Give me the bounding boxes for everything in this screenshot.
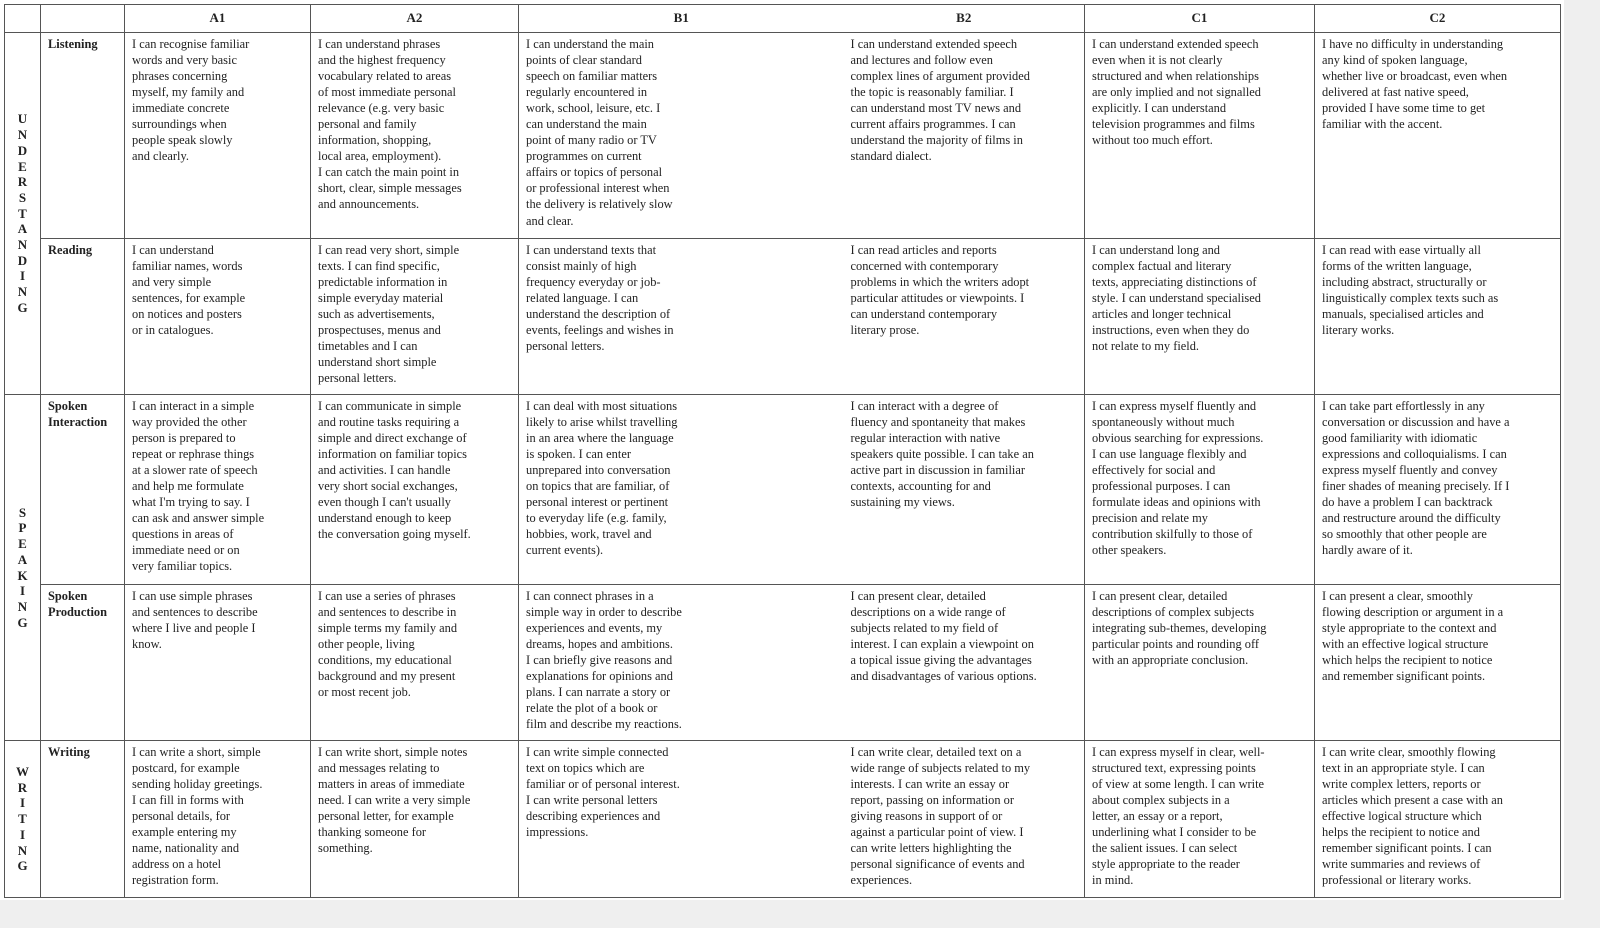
cell-spoken-production-c1 [1085, 585, 1315, 741]
cell-listening-a1 [125, 33, 311, 239]
cell-listening-a2 [311, 33, 519, 239]
level-header-a2: A2 [311, 5, 519, 33]
cell-text: Reading [48, 243, 93, 257]
cell-text: Listening [48, 37, 98, 51]
cell-spoken-interaction-a2 [311, 395, 519, 585]
header-row [5, 5, 1561, 33]
category-letter: I [19, 795, 26, 811]
category-letter: D [17, 142, 28, 158]
category-letter: T [18, 205, 27, 221]
table-row-reading [5, 239, 1561, 395]
table-row-listening [5, 33, 1561, 239]
cell-text: I can connect phrases in a simple way in order to describe experiences and events, my dreams, hopes and ambitions. I can briefly give reasons and explanations for opinions and plans. I can narrate a story or relate the plot of a book or film and describe my reactions. [526, 589, 682, 732]
cell-spoken-interaction-c2 [1315, 395, 1561, 585]
category-letter: P [18, 520, 27, 536]
cell-reading-b2 [844, 239, 1085, 395]
category-letter: W [16, 764, 29, 780]
category-letter: T [18, 811, 27, 827]
category-speaking [5, 395, 41, 741]
cell-listening-b2 [844, 33, 1085, 239]
cell-text: I can understand phrases and the highest frequency vocabulary related to areas of most immediate personal relevance (e.g. very basic personal and family information, shopping, local area, employment). I can catch the main point in short, clear, simple messages and announcements. [318, 37, 462, 212]
cell-reading-c2 [1315, 239, 1561, 395]
cell-text: I can understand the main points of clear standard speech on familiar matters regularly encountered in work, school, leisure, etc. I can understand the main point of many radio or TV programmes on current affairs or topics of personal or professional interest when the delivery is relatively slow and clear. [526, 37, 673, 228]
category-letter: A [17, 221, 28, 237]
cell-spoken-production-a1 [125, 585, 311, 741]
category-letter: S [18, 504, 27, 520]
cell-text: Spoken Interaction [48, 399, 108, 430]
skill-label-spoken-interaction [41, 395, 125, 585]
level-header-a1: A1 [125, 5, 311, 33]
cell-text: I can understand extended speech and lectures and follow even complex lines of argument provided the topic is reasonably familiar. I can understand most TV news and current affairs programmes. I can understand the majority of films in standard dialect. [850, 37, 1030, 164]
cell-text: I can understand texts that consist mainly of high frequency everyday or job- related language. I can understand the description of events, feelings and wishes in personal letters. [526, 243, 674, 354]
cell-reading-c1 [1085, 239, 1315, 395]
cell-spoken-production-a2 [311, 585, 519, 741]
cell-text: Writing [48, 745, 90, 759]
cell-text: I can deal with most situations likely to arise whilst travelling in an area where the language is spoken. I can enter unprepared into conversation on topics that are familiar, of personal interest or pertinent to everyday life (e.g. family, hobbies, work, travel and current events). [526, 399, 678, 558]
cell-text: I can take part effortlessly in any conversation or discussion and have a good familiarity with idiomatic expressions and colloquialisms. I can express myself fluently and convey finer shades of meaning precisely. If I do have a problem I can backtrack and restructure around the difficulty so smoothly that other people are hardly aware of it. [1322, 399, 1510, 558]
category-letter: E [18, 536, 27, 552]
cell-text: I can present clear, detailed descriptions of complex subjects integrating sub-themes, developing particular points and rounding off with an appropriate conclusion. [1092, 589, 1267, 668]
cell-spoken-interaction-b2 [844, 395, 1085, 585]
category-letter: N [17, 598, 28, 614]
cell-text: I can understand extended speech even when it is not clearly structured and when relationships are only implied and not signalled explicitly. I can understand television programmes and films without too much effort. [1092, 37, 1261, 148]
category-letter: R [17, 779, 28, 795]
category-letter: N [17, 284, 28, 300]
category-letter: I [19, 826, 26, 842]
level-header-b1: B1 [519, 5, 844, 33]
cell-writing-b2 [844, 741, 1085, 898]
cell-reading-a2 [311, 239, 519, 395]
cell-reading-a1 [125, 239, 311, 395]
table-row-spoken-production [5, 585, 1561, 741]
cell-text: I can write short, simple notes and messages relating to matters in areas of immediate need. I can write a very simple personal letter, for example thanking someone for something. [318, 745, 471, 856]
cell-text: I can understand familiar names, words and very simple sentences, for example on notices and posters or in catalogues. [132, 243, 246, 338]
cell-text: I can read with ease virtually all forms of the written language, including abstract, structurally or linguistically complex texts such as manuals, specialised articles and literary works. [1322, 243, 1499, 338]
cell-text: I can present clear, detailed descriptions on a wide range of subjects related to my field of interest. I can explain a viewpoint on a topical issue giving the advantages and disadvantages of various options. [850, 589, 1037, 684]
skill-header-cell [41, 5, 125, 33]
category-letter: K [17, 567, 28, 583]
cell-text: I can understand long and complex factual and literary texts, appreciating distinctions of style. I can understand specialised articles and longer technical instructions, even when they do not relate to my field. [1092, 243, 1261, 354]
cell-spoken-interaction-a1 [125, 395, 311, 585]
cell-spoken-production-c2 [1315, 585, 1561, 741]
cell-text: I can write a short, simple postcard, for example sending holiday greetings. I can fill in forms with personal details, for example entering my name, nationality and address on a hotel registration form. [132, 745, 263, 888]
cell-writing-c1 [1085, 741, 1315, 898]
cefr-self-assessment-grid [4, 4, 1561, 898]
cell-writing-a1 [125, 741, 311, 898]
cell-text: Spoken Production [48, 589, 107, 620]
cell-text: I can interact with a degree of fluency and spontaneity that makes regular interaction with native speakers quite possible. I can take an active part in discussion in familiar contexts, accounting for and sustaining my views. [850, 399, 1034, 510]
cell-writing-a2 [311, 741, 519, 898]
cell-text: I can express myself in clear, well- structured text, expressing points of view at some length. I can write about complex subjects in a letter, an essay or a report, underlining what I consider to be the salient issues. I can select style appropriate to the reader in mind. [1092, 745, 1265, 888]
category-letter: N [17, 842, 28, 858]
level-header-b2: B2 [844, 5, 1085, 33]
skill-label-listening [41, 33, 125, 239]
cell-listening-c2 [1315, 33, 1561, 239]
category-letter: S [18, 189, 27, 205]
cell-text: I can present a clear, smoothly flowing description or argument in a style appropriate to the context and with an effective logical structure which helps the recipient to notice and remember significant points. [1322, 589, 1504, 684]
skill-label-writing [41, 741, 125, 898]
category-letter: U [17, 111, 28, 127]
cell-writing-b1 [519, 741, 844, 898]
category-writing [5, 741, 41, 898]
category-letter: G [17, 858, 28, 874]
level-header-c2: C2 [1315, 5, 1561, 33]
cell-spoken-interaction-b1 [519, 395, 844, 585]
category-letter: E [18, 158, 27, 174]
cell-spoken-interaction-c1 [1085, 395, 1315, 585]
skill-label-reading [41, 239, 125, 395]
cell-text: I can write clear, detailed text on a wide range of subjects related to my interests. I can write an essay or report, passing on information or giving reasons in support of or against a particular point of view. I can write letters highlighting the personal significance of events and experiences. [850, 745, 1031, 888]
category-understanding [5, 33, 41, 395]
skill-label-spoken-production [41, 585, 125, 741]
level-header-c1: C1 [1085, 5, 1315, 33]
table-row-spoken-interaction [5, 395, 1561, 585]
cell-spoken-production-b1 [519, 585, 844, 741]
cell-writing-c2 [1315, 741, 1561, 898]
cell-text: I can write clear, smoothly flowing text in an appropriate style. I can write complex letters, reports or articles which present a case with an effective logical structure which helps the recipient to notice and remember significant points. I can write summaries and reviews of professional or literary works. [1322, 745, 1503, 888]
category-letter: G [17, 299, 28, 315]
cell-reading-b1 [519, 239, 844, 395]
cell-listening-c1 [1085, 33, 1315, 239]
cell-listening-b1 [519, 33, 844, 239]
category-letter: I [19, 268, 26, 284]
table-row-writing [5, 741, 1561, 898]
cell-text: I can write simple connected text on topics which are familiar or of personal interest. I can write personal letters describing experiences and impressions. [526, 745, 680, 840]
category-letter: A [17, 551, 28, 567]
category-letter: N [17, 237, 28, 253]
cell-text: I can read very short, simple texts. I can find specific, predictable information in simple everyday material such as advertisements, prospectuses, menus and timetables and I can understand short simple personal letters. [318, 243, 460, 386]
cell-text: I can interact in a simple way provided the other person is prepared to repeat or rephrase things at a slower rate of speech and help me formulate what I'm trying to say. I can ask and answer simple questions in areas of immediate need or on very familiar topics. [132, 399, 265, 574]
cell-text: I have no difficulty in understanding any kind of spoken language, whether live or broadcast, even when delivered at fast native speed, provided I have some time to get familiar with the accent. [1322, 37, 1508, 132]
cell-text: I can use a series of phrases and sentences to describe in simple terms my family and other people, living conditions, my educational background and my present or most recent job. [318, 589, 458, 700]
category-letter: R [17, 174, 28, 190]
category-letter: G [17, 614, 28, 630]
category-letter: D [17, 252, 28, 268]
cell-text: I can communicate in simple and routine tasks requiring a simple and direct exchange of information on familiar topics and activities. I can handle very short social exchanges, even though I can't usually understand enough to keep the conversation going myself. [318, 399, 471, 542]
cell-text: I can use simple phrases and sentences to describe where I live and people I know. [132, 589, 258, 652]
category-letter: N [17, 127, 28, 143]
cell-text: I can recognise familiar words and very basic phrases concerning myself, my family and immediate concrete surroundings when people speak slowly and clearly. [132, 37, 250, 164]
cell-text: I can express myself fluently and spontaneously without much obvious searching for expressions. I can use language flexibly and effectively for social and professional purposes. I can formulate ideas and opinions with precision and relate my contribution skilfully to those of other speakers. [1092, 399, 1264, 558]
cell-text: I can read articles and reports concerned with contemporary problems in which the writers adopt particular attitudes or viewpoints. I can understand contemporary literary prose. [850, 243, 1030, 338]
cell-spoken-production-b2 [844, 585, 1085, 741]
corner-cell [5, 5, 41, 33]
category-letter: I [19, 583, 26, 599]
